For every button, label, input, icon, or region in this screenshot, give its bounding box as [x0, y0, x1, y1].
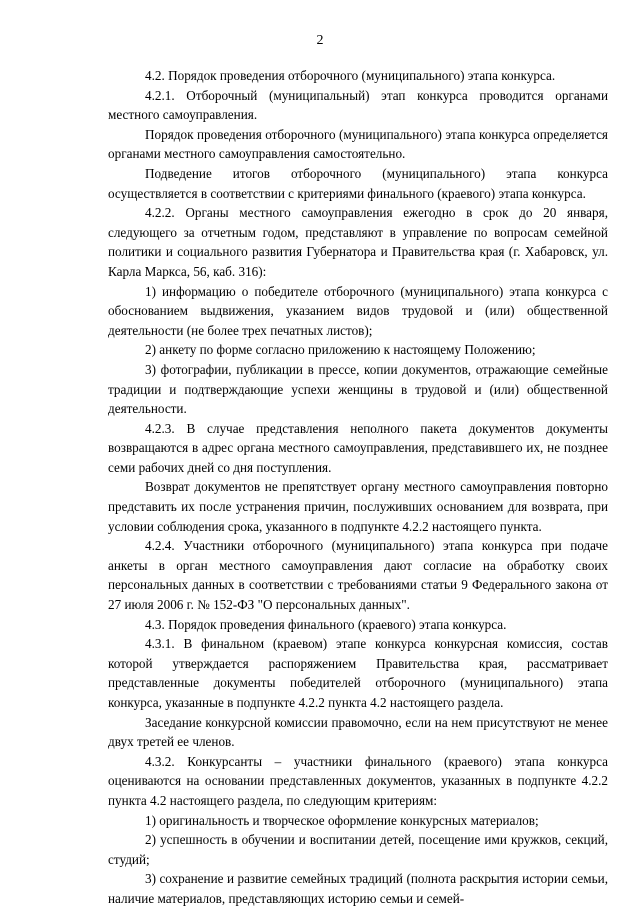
- paragraph-return: Возврат документов не препятствует органу местного самоуправления повторно представить их после устранения причин, послуживших основанием для возврата, при условии соблюдения срока, указанного в подпункте 4.2.2 настоящего пункта.: [108, 479, 608, 534]
- list-item-questionnaire: 2) анкету по форме согласно приложению к настоящему Положению;: [145, 342, 536, 358]
- criterion-originality: 1) оригинальность и творческое оформление конкурсных материалов;: [145, 812, 539, 828]
- paragraph-4-3-1: 4.3.1. В финальном (краевом) этапе конкурса конкурсная комиссия, состав которой утверждается распоряжением Правительства края, рассматривает представленные документы победителей отборочного (муниципального) этапа конкурса, указанные в подпункте 4.2.2 пункта 4.2 настоящего раздела.: [108, 636, 608, 710]
- document-body: [108, 66, 608, 909]
- criterion-education: 2) успешность в обучении и воспитании детей, посещение ими кружков, секций, студий;: [108, 832, 608, 867]
- list-item-information: 1) информацию о победителе отборочного (муниципального) этапа конкурса с обоснованием выдвижения, указанием видов трудовой и (или) общественной деятельности (не более трех печатных листов);: [108, 283, 608, 338]
- criterion-traditions: 3) сохранение и развитие семейных традиций (полнота раскрытия истории семьи, наличие материалов, представляющих историю семьи и семей-: [108, 871, 608, 906]
- paragraph-4-2-2: 4.2.2. Органы местного самоуправления ежегодно в срок до 20 января, следующего за отчетным годом, представляют в управление по вопросам семейной политики и социального развития Губернатора и Правительства края (г. Хабаровск, ул. Карла Маркса, 56, каб. 316):: [108, 205, 608, 279]
- paragraph-4-2: 4.2. Порядок проведения отборочного (муниципального) этапа конкурса.: [145, 68, 556, 83]
- paragraph-procedure: Порядок проведения отборочного (муниципального) этапа конкурса определяется органами местного самоуправления самостоятельно.: [108, 126, 608, 162]
- paragraph-results: Подведение итогов отборочного (муниципального) этапа конкурса осуществляется в соответствии с критериями финального (краевого) этапа конкурса.: [108, 165, 608, 201]
- paragraph-4-2-3: 4.2.3. В случае представления неполного пакета документов документы возвращаются в адрес органа местного самоуправления, представившего их, не позднее семи рабочих дней со дня поступления.: [108, 420, 608, 475]
- paragraph-4-2-4: 4.2.4. Участники отборочного (муниципального) этапа конкурса при подаче анкеты в орган местного самоуправления дают согласие на обработку своих персональных данных в соответствии с требованиями статьи 9 Федерального закона от 27 июля 2006 г. № 152-ФЗ "О персональных данных".: [108, 538, 608, 613]
- paragraph-4-2-1: 4.2.1. Отборочный (муниципальный) этап конкурса проводится органами местного самоуправления.: [108, 87, 608, 123]
- paragraph-quorum: Заседание конкурсной комиссии правомочно, если на нем присутствуют не менее двух третей ее членов.: [108, 714, 608, 750]
- paragraph-4-3-2: 4.3.2. Конкурсанты – участники финального (краевого) этапа конкурса оцениваются на основании представленных документов, указанных в подпункте 4.2.2 пункта 4.2 настоящего раздела, по следующим критериям:: [108, 753, 608, 808]
- list-item-photos: 3) фотографии, публикации в прессе, копии документов, отражающие семейные традиции и подтверждающие успехи женщины в трудовой и (или) общественной деятельности.: [108, 361, 608, 417]
- paragraph-4-3: 4.3. Порядок проведения финального (краевого) этапа конкурса.: [145, 616, 507, 632]
- page-number: 2: [316, 33, 324, 48]
